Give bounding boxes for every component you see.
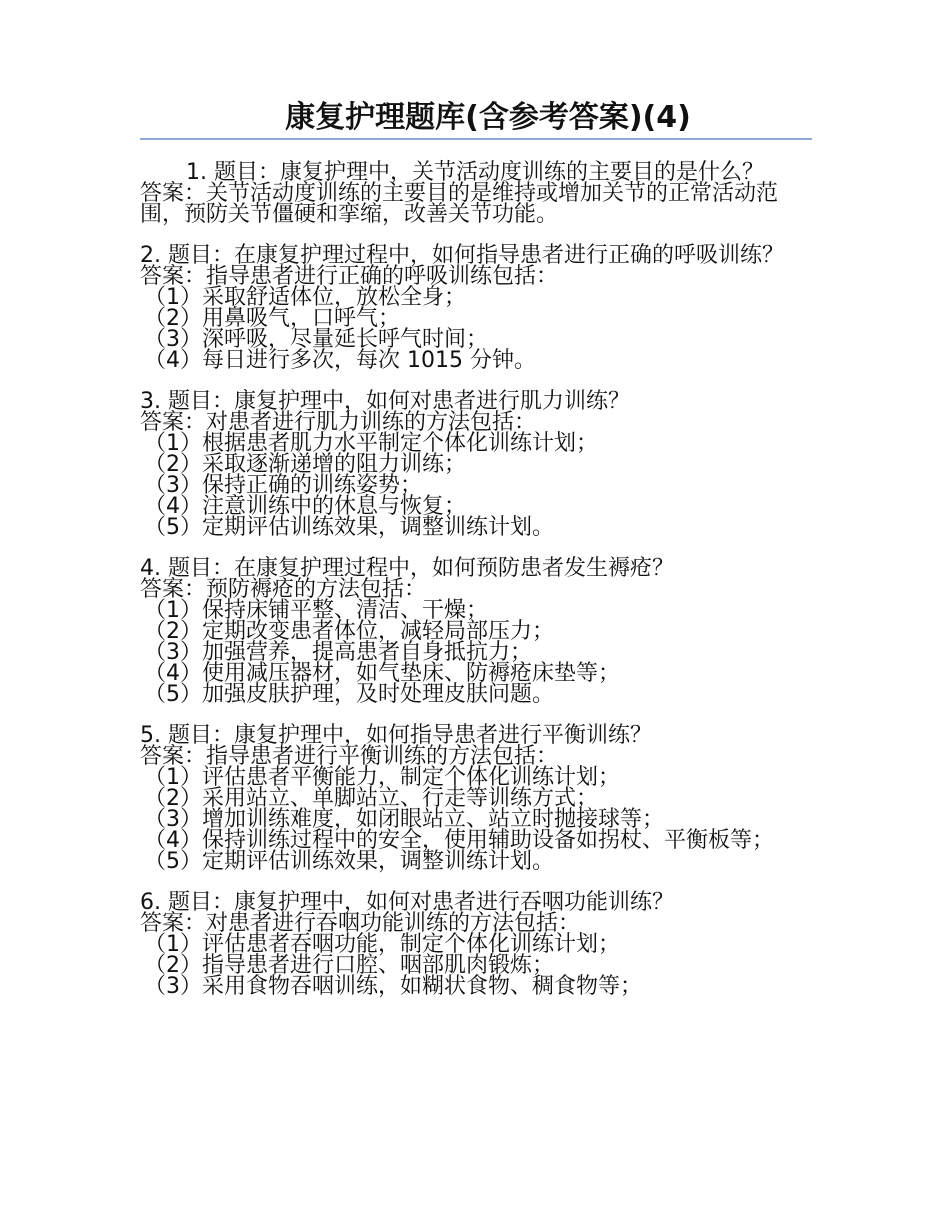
answer-3-item-4: （4）注意训练中的休息与恢复； <box>144 494 466 519</box>
question-2: 2. 题目：在康复护理过程中，如何指导患者进行正确的呼吸训练？ <box>140 243 784 268</box>
answer-4: 答案：预防褥疮的方法包括： <box>140 577 427 602</box>
document-page <box>140 100 812 1017</box>
title-underline <box>140 138 812 140</box>
answer-6-item-2: （2）指导患者进行口腔、咽部肌肉锻炼； <box>144 953 554 978</box>
qa-block-5 <box>140 725 812 872</box>
answer-5-item-3: （3）增加训练难度，如闭眼站立、站立时抛接球等； <box>144 807 664 832</box>
answer-5-item-5: （5）定期评估训练效果，调整训练计划。 <box>144 849 554 874</box>
qa-block-3 <box>140 391 812 538</box>
answer-2: 答案：指导患者进行正确的呼吸训练包括： <box>140 264 559 289</box>
answer-6-item-1: （1）评估患者吞咽功能，制定个体化训练计划； <box>144 932 620 957</box>
qa-block-6 <box>140 892 812 997</box>
answer-5-item-1: （1）评估患者平衡能力，制定个体化训练计划； <box>144 765 620 790</box>
answer-4-item-4: （4）使用减压器材，如气垫床、防褥疮床垫等； <box>144 661 620 686</box>
answer-4-item-3: （3）加强营养，提高患者自身抵抗力； <box>144 640 532 665</box>
answer-3: 答案：对患者进行肌力训练的方法包括： <box>140 410 537 435</box>
answer-2-item-4: （4）每日进行多次，每次 1015 分钟。 <box>144 348 536 373</box>
qa-block-1 <box>140 162 812 225</box>
answer-2-item-3: （3）深呼吸，尽量延长呼气时间； <box>144 327 488 352</box>
answer-5-item-2: （2）采用站立、单脚站立、行走等训练方式； <box>144 786 598 811</box>
answer-5: 答案：指导患者进行平衡训练的方法包括： <box>140 744 559 769</box>
question-3: 3. 题目：康复护理中，如何对患者进行肌力训练？ <box>140 389 630 414</box>
answer-1: 答案：关节活动度训练的主要目的是维持或增加关节的正常活动范围，预防关节僵硬和挛缩，改善关节功能。 <box>140 181 779 227</box>
qa-block-4 <box>140 558 812 705</box>
question-6: 6. 题目：康复护理中，如何对患者进行吞咽功能训练？ <box>140 890 674 915</box>
answer-4-item-1: （1）保持床铺平整、清洁、干燥； <box>144 598 488 623</box>
answer-5-item-4: （4）保持训练过程中的安全，使用辅助设备如拐杖、平衡板等； <box>144 828 774 853</box>
question-5: 5. 题目：康复护理中，如何指导患者进行平衡训练？ <box>140 723 652 748</box>
answer-6: 答案：对患者进行吞咽功能训练的方法包括： <box>140 911 581 936</box>
answer-3-item-3: （3）保持正确的训练姿势； <box>144 473 422 498</box>
answer-2-item-2: （2）用鼻吸气，口呼气； <box>144 306 400 331</box>
question-1: 1. 题目：康复护理中，关节活动度训练的主要目的是什么？ <box>186 160 764 185</box>
answer-3-item-1: （1）根据患者肌力水平制定个体化训练计划； <box>144 431 598 456</box>
answer-3-item-2: （2）采取逐渐递增的阻力训练； <box>144 452 466 477</box>
qa-block-2 <box>140 245 812 371</box>
answer-3-item-5: （5）定期评估训练效果，调整训练计划。 <box>144 515 554 540</box>
answer-2-item-1: （1）采取舒适体位，放松全身； <box>144 285 466 310</box>
question-4: 4. 题目：在康复护理过程中，如何预防患者发生褥疮？ <box>140 556 674 581</box>
document-title: 康复护理题库(含参考答案)(4) <box>285 100 691 135</box>
answer-6-item-3: （3）采用食物吞咽训练，如糊状食物、稠食物等； <box>144 974 642 999</box>
answer-4-item-2: （2）定期改变患者体位，减轻局部压力； <box>144 619 554 644</box>
answer-4-item-5: （5）加强皮肤护理，及时处理皮肤问题。 <box>144 682 554 707</box>
